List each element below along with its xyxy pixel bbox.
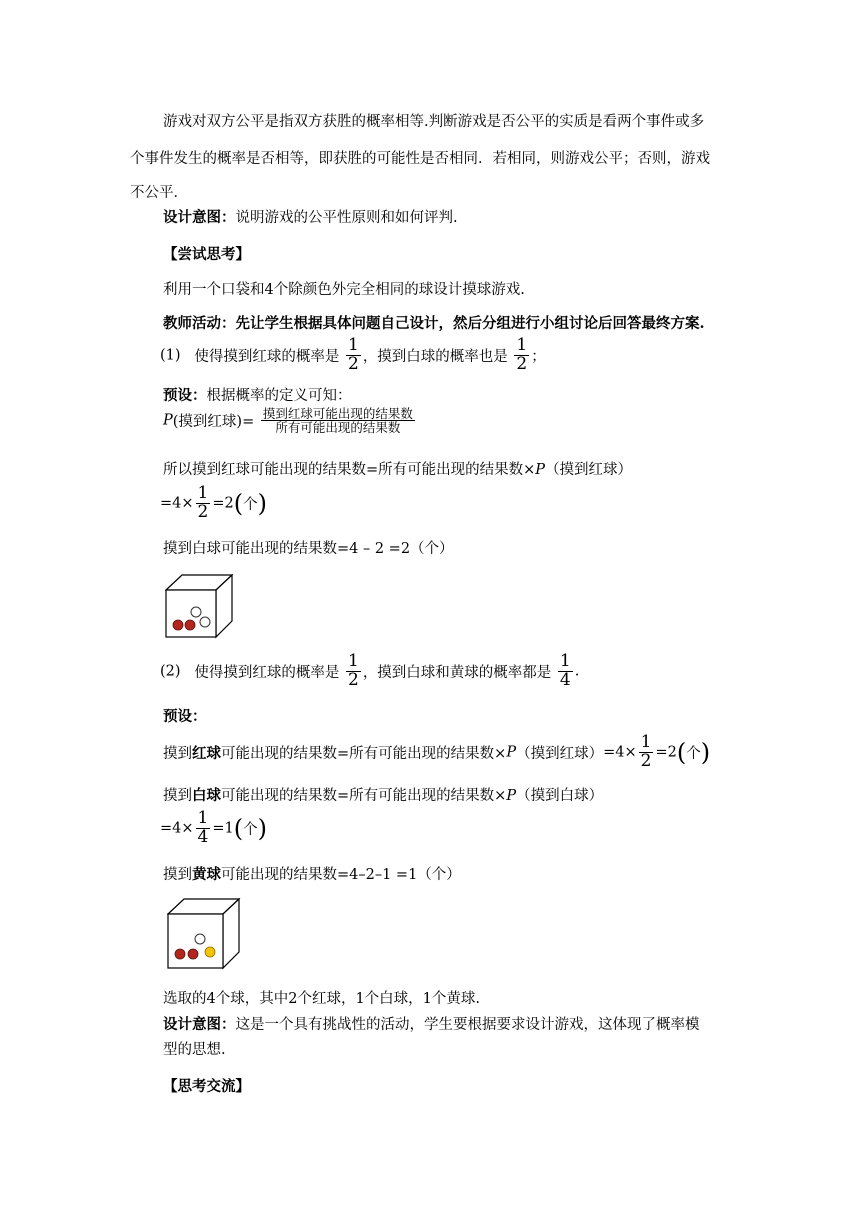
- formula-arg: (摸到红球)=: [172, 414, 255, 431]
- preset-text: 根据概率的定义可知：: [206, 388, 352, 404]
- p-symbol: P: [506, 744, 517, 761]
- line-yellow-count: 摸到黄球可能出现的结果数=4–2–1 =1（个）: [163, 866, 461, 883]
- red-ball: [185, 620, 195, 630]
- ball-box-diagram-1: [165, 574, 235, 640]
- try-intro: 利用一个口袋和4个除颜色外完全相同的球设计摸球游戏.: [163, 282, 525, 298]
- question-1: [160, 337, 546, 374]
- preset-1: [163, 384, 352, 405]
- fraction-one-quarter: $\frac{1}{4}$: [197, 808, 209, 847]
- white-ball: [195, 934, 205, 944]
- line-white-count-1: 摸到白球可能出现的结果数=4 – 2 =2（个）: [163, 541, 454, 557]
- question-1-number: (1): [160, 347, 181, 364]
- question-1-text-a: 使得摸到红球的概率是: [194, 348, 340, 365]
- preset-2-label: 预设：: [163, 708, 207, 725]
- question-2-text-a: 使得摸到红球的概率是: [194, 664, 340, 681]
- design-intent-text: 说明游戏的公平性原则和如何评判.: [235, 210, 458, 226]
- unit-ge: 个: [686, 745, 701, 762]
- paragraph-fairness-line-3: 不公平．: [130, 185, 188, 201]
- calculation-1: =4× $\frac{1}{2}$ =2(个): [160, 483, 267, 522]
- question-1-end: ；: [531, 348, 546, 365]
- ball-box-diagram-2: [167, 898, 241, 970]
- white-ball: [191, 607, 201, 617]
- formula-p: P: [163, 412, 173, 429]
- white-ball: [200, 617, 210, 627]
- teacher-activity: 教师活动：先让学生根据具体问题自己设计，然后分组进行小组讨论后回答最终方案.: [163, 315, 705, 332]
- question-2-number: (2): [160, 663, 181, 680]
- paragraph-fairness-line-2: 个事件发生的概率是否相等，即获胜的可能性是否相同．若相同，则游戏公平；否则，游戏: [130, 151, 710, 167]
- question-2-end: .: [574, 663, 580, 680]
- unit-ge: 个: [243, 496, 258, 513]
- preset-label: 预设：: [163, 387, 207, 404]
- p-symbol: P: [506, 788, 517, 804]
- probability-formula: [163, 407, 417, 434]
- unit-ge: 个: [243, 821, 258, 838]
- red-ball: [173, 620, 183, 630]
- design-intent-label: 设计意图：: [163, 1016, 236, 1033]
- formula-fraction: $\frac{\text{摸到红球可能出现的结果数}}{\text{所有可能出现的结果数}}$: [262, 406, 413, 436]
- heading-think-exchange: 【思考交流】: [163, 1078, 250, 1095]
- question-1-text-b: ，摸到白球的概率也是: [362, 348, 508, 365]
- design-intent-label: 设计意图：: [163, 209, 236, 226]
- line-white-count-2: 摸到白球可能出现的结果数=所有可能出现的结果数×P（摸到白球）: [163, 787, 604, 804]
- red-ball: [188, 949, 198, 959]
- p-symbol: P: [535, 462, 546, 478]
- design-intent-2-line-1: 设计意图：这是一个具有挑战性的活动，学生要根据要求设计游戏，这体现了概率模: [163, 1016, 700, 1033]
- design-intent-2-line-2: 型的思想.: [163, 1042, 226, 1058]
- fraction-one-half: $\frac{1}{2}$: [347, 335, 359, 374]
- question-2-text-b: ，摸到白球和黄球的概率都是: [362, 664, 552, 681]
- line-so-red-count: 所以摸到红球可能出现的结果数=所有可能出现的结果数×P（摸到红球）: [163, 462, 633, 478]
- calculation-2: =4× $\frac{1}{4}$ =1(个): [160, 808, 267, 847]
- design-intent-1: [163, 206, 458, 227]
- fraction-one-half: $\frac{1}{2}$: [197, 483, 209, 522]
- heading-try-thinking: 【尝试思考】: [163, 246, 250, 263]
- question-2: [160, 653, 579, 690]
- fraction-one-half: $\frac{1}{2}$: [516, 335, 528, 374]
- selected-balls-summary: 选取的4个球，其中2个红球，1个白球，1个黄球.: [163, 991, 481, 1007]
- paragraph-fairness-line-1: 游戏对双方公平是指双方获胜的概率相等.判断游戏是否公平的实质是看两个事件或多: [163, 114, 705, 130]
- yellow-ball: [205, 947, 215, 957]
- red-ball: [175, 949, 185, 959]
- fraction-one-quarter: $\frac{1}{4}$: [559, 651, 571, 690]
- fraction-one-half: $\frac{1}{2}$: [347, 651, 359, 690]
- fraction-one-half: $\frac{1}{2}$: [640, 732, 652, 771]
- line-red-count-2: 摸到红球可能出现的结果数=所有可能出现的结果数×P（摸到红球）=4× $\frac{1}{2}$ =2(个): [163, 732, 711, 771]
